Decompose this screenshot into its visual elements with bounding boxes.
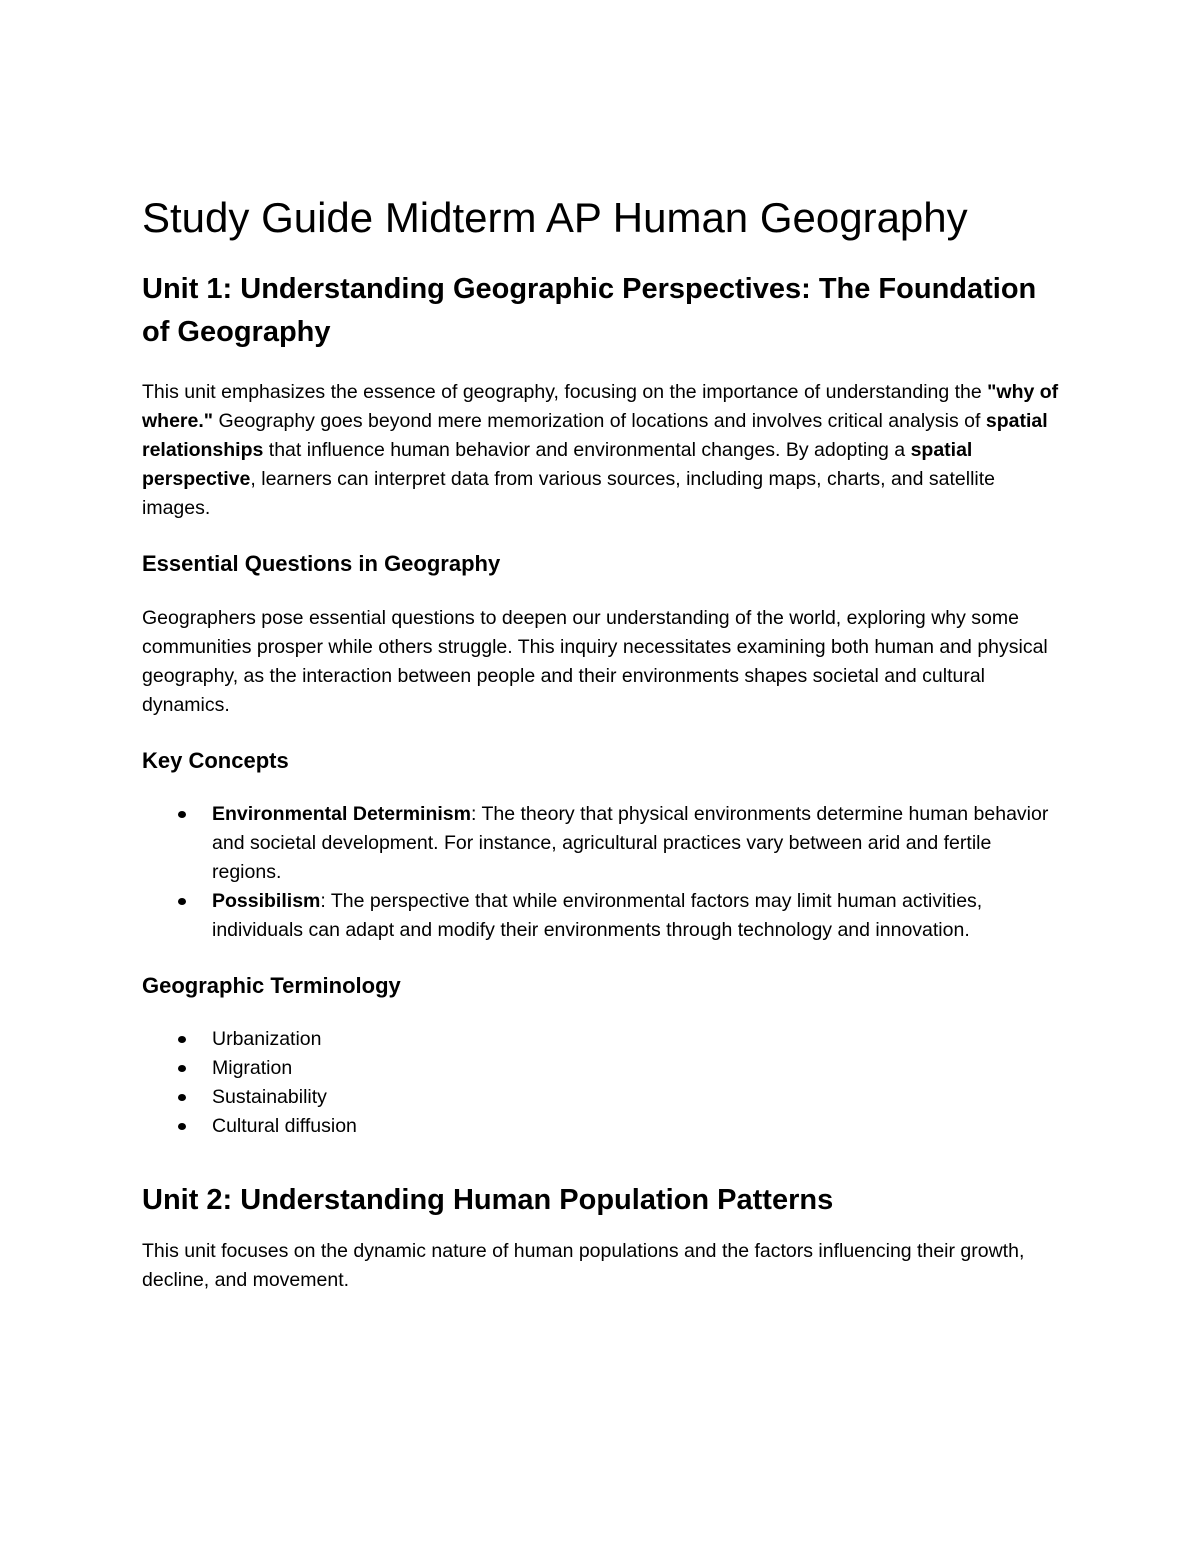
document-title: Study Guide Midterm AP Human Geography <box>142 194 968 241</box>
terminology-text: Migration <box>212 1057 293 1079</box>
terminology-item <box>142 1054 1062 1083</box>
unit2-intro-paragraph: This unit focuses on the dynamic nature of human populations and the factors influencing their growth, decline, and movement. <box>142 1240 1025 1291</box>
unit1-intro-text-4: , learners can interpret data from various sources, including maps, charts, and satellite images. <box>142 468 996 519</box>
unit1-intro-text-2: Geography goes beyond mere memorization of locations and involves critical analysis of <box>213 410 986 432</box>
key-concept-term: Environmental Determinism <box>212 803 471 825</box>
unit1-intro-paragraph <box>142 378 1062 523</box>
essential-questions-heading: Essential Questions in Geography <box>142 551 501 576</box>
terminology-item <box>142 1025 1062 1054</box>
key-concepts-heading: Key Concepts <box>142 748 289 773</box>
terminology-text: Urbanization <box>212 1028 322 1050</box>
bullet-icon <box>178 811 186 818</box>
terminology-text: Cultural diffusion <box>212 1115 357 1137</box>
bullet-icon <box>178 1123 186 1130</box>
unit1-intro-text-3: that influence human behavior and environmental changes. By adopting a <box>263 439 911 461</box>
unit2-heading: Unit 2: Understanding Human Population Patterns <box>142 1184 834 1216</box>
terminology-text: Sustainability <box>212 1086 327 1108</box>
key-concept-term: Possibilism <box>212 890 321 912</box>
unit1-heading: Unit 1: Understanding Geographic Perspectives: The Foundation of Geography <box>142 273 1037 348</box>
terminology-item <box>142 1083 1062 1112</box>
essential-questions-paragraph: Geographers pose essential questions to deepen our understanding of the world, exploring why some communities prosper while others struggle. This inquiry necessitates examining both human and physical geography, as the interaction between people and their environments shapes societal and cultural dynamics. <box>142 607 1048 716</box>
bullet-icon <box>178 1036 186 1043</box>
bullet-icon <box>178 1094 186 1101</box>
terminology-item <box>142 1112 1062 1141</box>
unit1-intro-bold-why-of-where: "why of where." <box>142 381 1059 432</box>
key-concept-text: : The perspective that while environmental factors may limit human activities, individuals can adapt and modify their environments through technology and innovation. <box>212 890 983 941</box>
bullet-icon <box>178 1065 186 1072</box>
unit1-intro-text-1: This unit emphasizes the essence of geography, focusing on the importance of understanding the <box>142 381 988 403</box>
key-concept-item <box>142 887 1062 945</box>
document-content <box>142 188 1062 1295</box>
key-concepts-list <box>142 800 1062 945</box>
key-concept-item <box>142 800 1062 887</box>
terminology-list <box>142 1025 1062 1141</box>
geographic-terminology-heading: Geographic Terminology <box>142 973 401 998</box>
bullet-icon <box>178 898 186 905</box>
unit1-intro-bold-spatial-perspective: spatial perspective <box>142 439 973 490</box>
unit1-intro-bold-spatial-relationships: spatial relationships <box>142 410 1048 461</box>
key-concept-text: : The theory that physical environments determine human behavior and societal development. For instance, agricultural practices vary between arid and fertile regions. <box>212 803 1049 883</box>
